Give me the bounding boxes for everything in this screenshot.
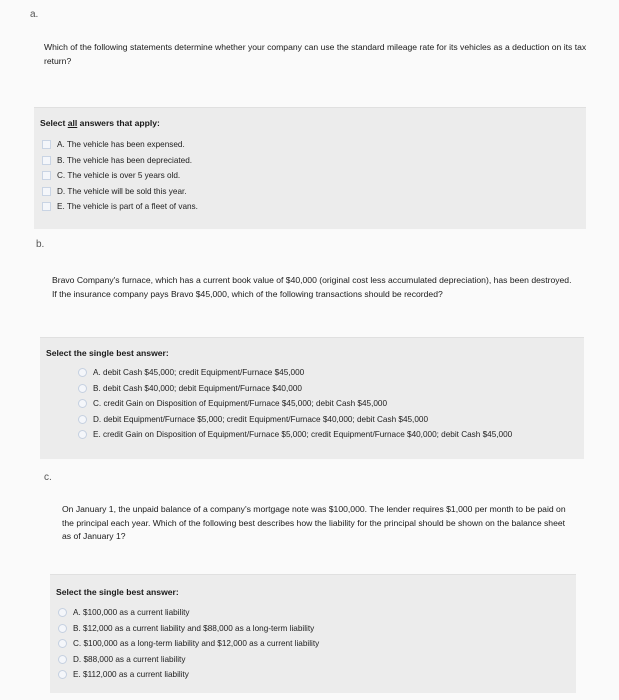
option-label: D. The vehicle will be sold this year. (57, 186, 187, 196)
option-label: B. The vehicle has been depreciated. (57, 155, 193, 165)
option-label: A. $100,000 as a current liability (73, 608, 190, 618)
option-label: D. debit Equipment/Furnace $5,000; credit Equipment/Furnace $40,000; debit Cash $45,000 (93, 414, 428, 424)
question-b-instruction: Select the single best answer: (46, 348, 169, 358)
question-c-stem: On January 1, the unpaid balance of a company's mortgage note was $100,000. The lender requires $1,000 per month to be paid on the principal each year. Which of the following best describes how the liability for the principal should be shown on the balance sheet as of January 1? (62, 504, 566, 541)
option-label: A. debit Cash $45,000; credit Equipment/Furnace $45,000 (93, 368, 305, 378)
question-c-option-c[interactable] (58, 636, 319, 652)
option-label: B. debit Cash $40,000; debit Equipment/Furnace $40,000 (93, 383, 302, 393)
radio-button[interactable] (58, 655, 67, 664)
question-c-options (58, 605, 319, 683)
question-a-stem: Which of the following statements determine whether your company can use the standard mileage rate for its vehicles as a deduction on its tax return? (44, 42, 587, 66)
question-b-option-b[interactable] (78, 381, 512, 397)
question-b-answer-panel (40, 337, 584, 459)
checkbox[interactable] (42, 187, 51, 196)
question-b-option-e[interactable] (78, 427, 512, 443)
option-label: B. $12,000 as a current liability and $88,000 as a long-term liability (73, 623, 315, 633)
question-a-option-c[interactable] (42, 168, 198, 184)
checkbox[interactable] (42, 171, 51, 180)
radio-button[interactable] (78, 399, 87, 408)
question-c-option-b[interactable] (58, 621, 319, 637)
question-a-answer-panel (34, 107, 586, 229)
checkbox[interactable] (42, 202, 51, 211)
option-label: C. credit Gain on Disposition of Equipment/Furnace $45,000; debit Cash $45,000 (93, 399, 388, 409)
radio-button[interactable] (58, 624, 67, 633)
question-b-option-c[interactable] (78, 396, 512, 412)
question-c-option-d[interactable] (58, 652, 319, 668)
question-c-instruction: Select the single best answer: (56, 587, 179, 597)
option-label: C. The vehicle is over 5 years old. (57, 171, 181, 181)
option-label: E. $112,000 as a current liability (73, 670, 189, 680)
question-c-option-e[interactable] (58, 667, 319, 683)
radio-button[interactable] (58, 670, 67, 679)
question-c-option-a[interactable] (58, 605, 319, 621)
option-label: E. The vehicle is part of a fleet of vans. (57, 202, 198, 212)
question-a-options (42, 137, 198, 215)
question-c-number: c. (44, 472, 52, 483)
question-a-option-b[interactable] (42, 153, 198, 169)
question-a-number: a. (30, 9, 39, 20)
radio-button[interactable] (78, 368, 87, 377)
question-b-stem: Bravo Company's furnace, which has a current book value of $40,000 (original cost less accumulated depreciation), has been destroyed. If the insurance company pays Bravo $45,000, which of the following transactions should be recorded? (52, 275, 572, 299)
option-label: C. $100,000 as a long-term liability and $12,000 as a current liability (73, 639, 320, 649)
radio-button[interactable] (78, 384, 87, 393)
question-b-options (78, 365, 512, 443)
option-label: E. credit Gain on Disposition of Equipment/Furnace $5,000; credit Equipment/Furnace $40,000; debit Cash $45,000 (93, 430, 513, 440)
question-b-option-a[interactable] (78, 365, 512, 381)
option-label: A. The vehicle has been expensed. (57, 140, 185, 150)
option-label: D. $88,000 as a current liability (73, 654, 186, 664)
question-a-instruction: Select all answers that apply: (40, 118, 160, 128)
radio-button[interactable] (58, 639, 67, 648)
checkbox[interactable] (42, 140, 51, 149)
question-a-option-e[interactable] (42, 199, 198, 215)
question-b-number: b. (36, 239, 45, 250)
question-b-option-d[interactable] (78, 412, 512, 428)
radio-button[interactable] (58, 608, 67, 617)
radio-button[interactable] (78, 415, 87, 424)
question-a-option-d[interactable] (42, 184, 198, 200)
radio-button[interactable] (78, 430, 87, 439)
checkbox[interactable] (42, 156, 51, 165)
question-a-option-a[interactable] (42, 137, 198, 153)
question-c-answer-panel (50, 574, 576, 693)
